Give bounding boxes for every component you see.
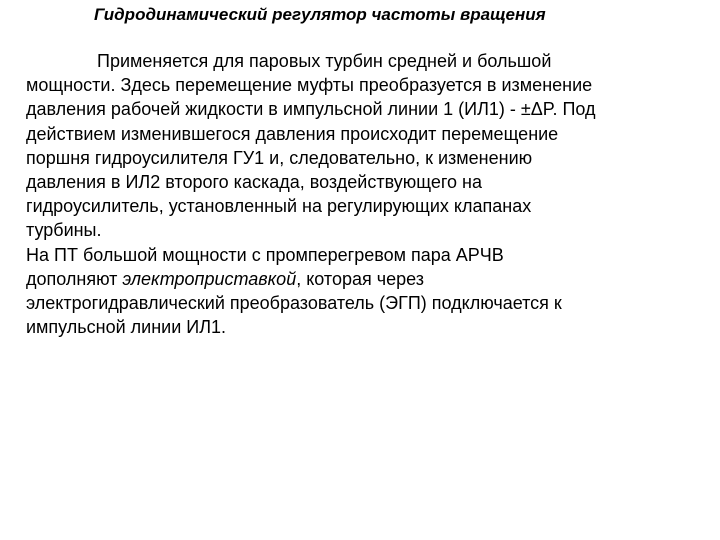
emphasized-term: электроприставкой: [122, 268, 297, 289]
text-line: давления в ИЛ2 второго каскада, воздействующего на: [26, 172, 483, 193]
text-line: электрогидравлический преобразователь (ЭГП) подключается к: [26, 293, 562, 314]
text-fragment: дополняют: [26, 268, 123, 289]
text-line: действием изменившегося давления происходит перемещение: [26, 123, 559, 144]
slide-title: Гидродинамический регулятор частоты вращения: [94, 5, 546, 24]
text-fragment: , которая через: [296, 268, 424, 289]
text-line: мощности. Здесь перемещение муфты преобразуется в изменение: [26, 75, 593, 96]
body-text: [26, 49, 706, 339]
text-line: Применяется для паровых турбин средней и большой: [97, 51, 552, 71]
text-line: На ПТ большой мощности с промперегревом пара АРЧВ: [26, 244, 504, 265]
text-line: импульсной линии ИЛ1.: [26, 317, 227, 338]
text-line: поршня гидроусилителя ГУ1 и, следовательно, к изменению: [26, 147, 533, 168]
text-line: [26, 267, 706, 291]
text-line: турбины.: [26, 220, 102, 241]
text-line: гидроусилитель, установленный на регулирующих клапанах: [26, 196, 532, 217]
text-line: давления рабочей жидкости в импульсной линии 1 (ИЛ1) - ±ΔP. Под: [26, 99, 596, 120]
